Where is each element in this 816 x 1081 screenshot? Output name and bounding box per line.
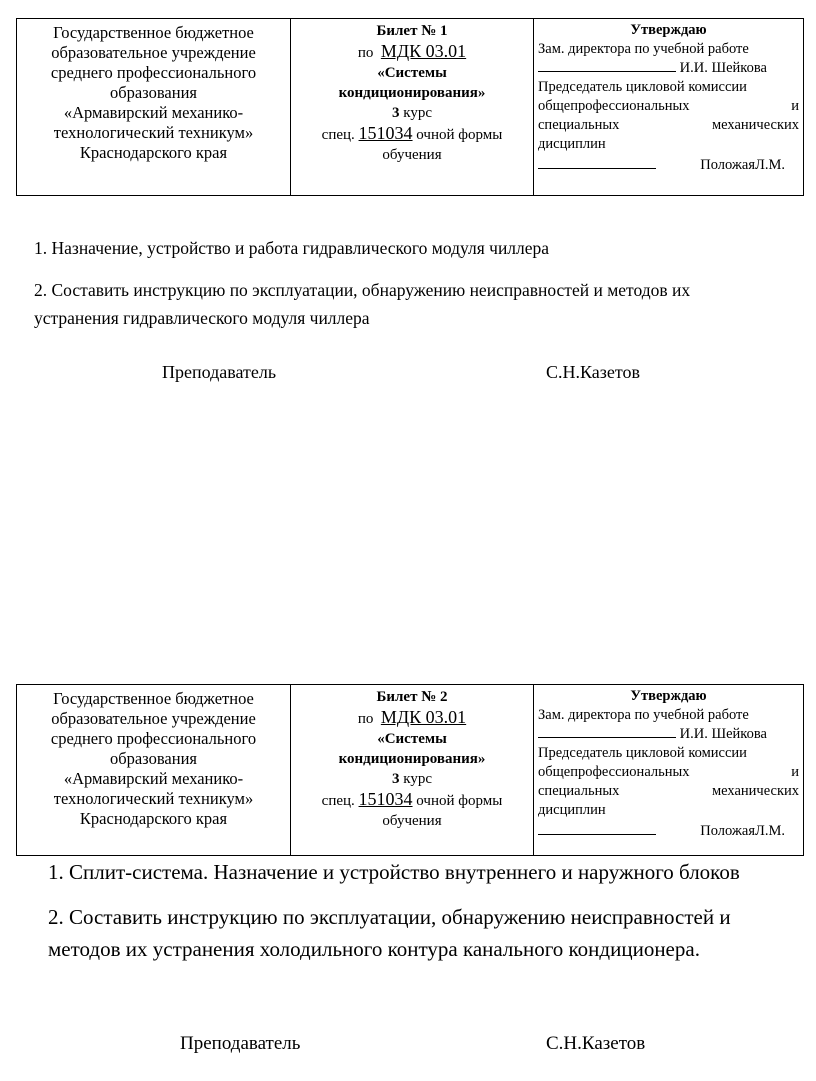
institution-cell [17,685,291,856]
commission-word: и [791,764,799,780]
signature-blank [538,156,656,169]
approve-signature-line [538,725,799,744]
org-line: «Армавирский механико- [63,103,244,122]
approve-signature-line [538,59,799,78]
form-label: обучения [382,147,442,163]
course-line [295,769,529,789]
org-line: образовательное учреждение [51,709,256,728]
approve-signature-line [538,822,799,841]
org-line: «Армавирский механико- [63,769,244,788]
teacher-label: Преподаватель [162,362,277,382]
question-2: 2. Составить инструкцию по эксплуатации, обнаружению неисправностей и методов их устранения холодильного контура канального кондиционера. [48,905,731,961]
commission-word: специальных [538,117,620,133]
ticket-2-header-table [16,684,804,856]
form-label: очной формы [416,793,503,809]
question-1: 1. Назначение, устройство и работа гидравлического модуля чиллера [34,238,550,258]
teacher-label: Преподаватель [180,1033,301,1054]
subject-code: МДК 03.01 [380,41,467,61]
ticket-info-cell [291,19,534,196]
approval-cell [534,685,804,856]
org-line: Краснодарского края [79,143,228,162]
ticket-1-header-table [16,18,804,196]
course-number: 3 [392,105,400,121]
question-1: 1. Сплит-система. Назначение и устройство внутреннего и наружного блоков [48,860,740,884]
org-line: образования [109,749,198,768]
form-label: обучения [382,813,442,829]
approve-chair: Председатель цикловой комиссии [538,745,747,761]
approve-name: И.И. Шейкова [679,726,767,742]
commission-word: общепрофессиональных [538,98,690,114]
spec-code: 151034 [358,123,413,143]
institution-cell [17,19,291,196]
course-label: курс [403,771,432,787]
approve-commission-line [538,97,799,116]
org-line: Государственное бюджетное [53,23,254,42]
approve-position: Зам. директора по учебной работе [538,41,749,57]
ticket-title: Билет № 2 [376,689,448,705]
subject-code: МДК 03.01 [380,707,467,727]
approval-cell [534,19,804,196]
approve-name: ПоложаяЛ.М. [700,157,785,173]
commission-word: и [791,98,799,114]
spec-label: спец. [321,127,355,143]
spec-line [295,123,529,145]
org-line: технологический техникум» [53,789,254,808]
subject-line [295,41,529,63]
course-number: 3 [392,771,400,787]
course-line [295,103,529,123]
org-line: среднего профессионального [50,729,257,748]
spec-line [295,789,529,811]
org-line: образовательное учреждение [51,43,256,62]
org-line: технологический техникум» [53,123,254,142]
form-label: очной формы [416,127,503,143]
teacher-name: С.Н.Казетов [546,1033,646,1054]
spec-code: 151034 [358,789,413,809]
org-line: Государственное бюджетное [53,689,254,708]
commission-word: специальных [538,783,620,799]
po-label: по [357,711,374,727]
approve-discipline: дисциплин [538,136,606,152]
spec-label: спец. [321,793,355,809]
commission-word: механических [711,117,799,133]
approve-commission-line [538,763,799,782]
approve-discipline: дисциплин [538,802,606,818]
approve-title: Утверждаю [630,688,707,704]
ticket-title: Билет № 1 [376,23,448,39]
org-line: среднего профессионального [50,63,257,82]
subject-name: кондиционирования» [338,85,486,101]
subject-line [295,707,529,729]
signature-blank [538,725,676,738]
org-line: Краснодарского края [79,809,228,828]
approve-title: Утверждаю [630,22,707,38]
commission-word: механических [711,783,799,799]
course-label: курс [403,105,432,121]
subject-name: «Системы [377,731,447,747]
approve-name: И.И. Шейкова [679,60,767,76]
approve-commission-line [538,782,799,801]
commission-word: общепрофессиональных [538,764,690,780]
approve-chair: Председатель цикловой комиссии [538,79,747,95]
signature-blank [538,822,656,835]
org-line: образования [109,83,198,102]
approve-position: Зам. директора по учебной работе [538,707,749,723]
question-2: 2. Составить инструкцию по эксплуатации, обнаружению неисправностей и методов их устранения гидравлического модуля чиллера [34,280,691,328]
po-label: по [357,45,374,61]
teacher-name: С.Н.Казетов [546,362,640,382]
subject-name: кондиционирования» [338,751,486,767]
ticket-info-cell [291,685,534,856]
subject-name: «Системы [377,65,447,81]
approve-name: ПоложаяЛ.М. [700,823,785,839]
approve-commission-line [538,116,799,135]
approve-signature-line [538,156,799,175]
signature-blank [538,59,676,72]
